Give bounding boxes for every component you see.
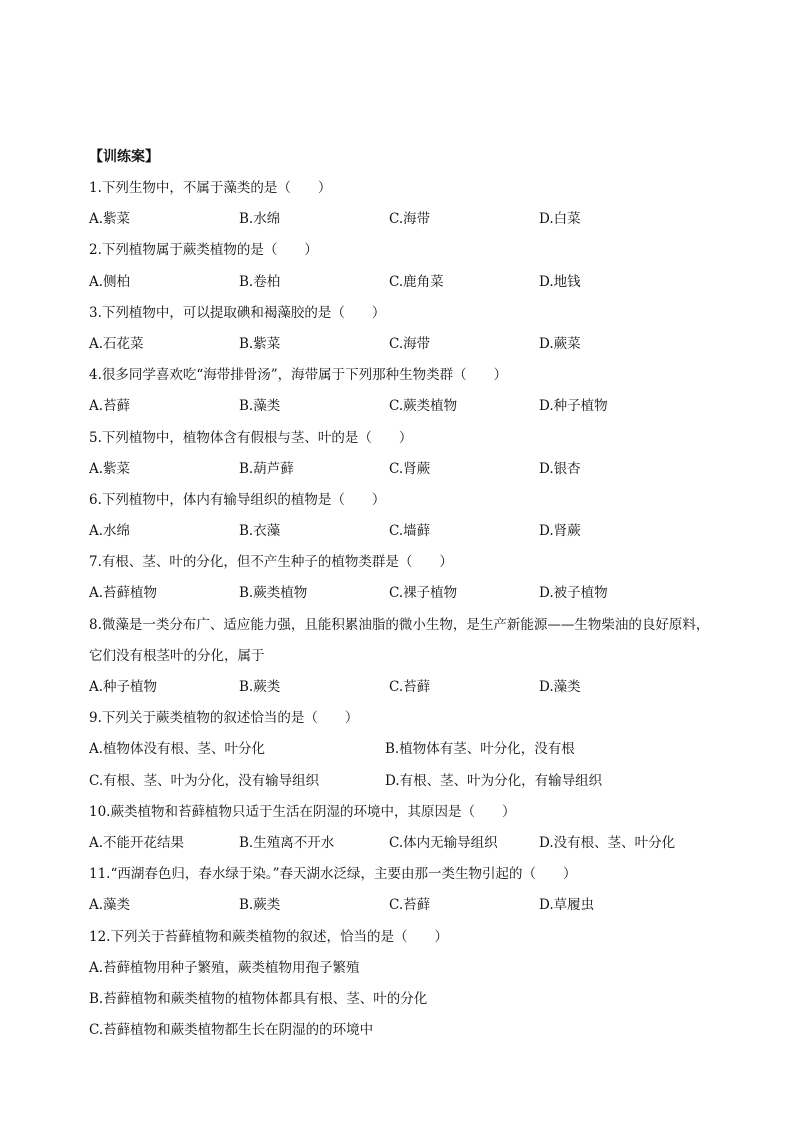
option-c: C.有根、茎、叶为分化，没有输导组织 bbox=[89, 772, 320, 789]
question-6-stem: 6.下列植物中，体内有输导组织的植物是（ ） bbox=[89, 491, 386, 508]
option-b: B.植物体有茎、叶分化，没有根 bbox=[385, 741, 575, 758]
option-d: D.有根、茎、叶为分化，有输导组织 bbox=[385, 772, 603, 789]
worksheet-page bbox=[89, 142, 719, 1046]
option-c: C.苔藓 bbox=[389, 679, 431, 696]
option-b: B.卷柏 bbox=[239, 273, 281, 290]
question-9-stem: 9.下列关于蕨类植物的叙述恰当的是（ ） bbox=[89, 710, 359, 727]
option-a: A.紫菜 bbox=[89, 460, 131, 477]
option-c: C.体内无输导组织 bbox=[389, 834, 498, 851]
question-1-options bbox=[89, 204, 719, 235]
option-d: D.肾蕨 bbox=[539, 523, 581, 540]
question-1-stem: 1.下列生物中，不属于藻类的是（ ） bbox=[89, 180, 332, 196]
option-a: A.不能开花结果 bbox=[89, 834, 185, 851]
option-c: C.鹿角菜 bbox=[389, 273, 444, 290]
option-a: A.苔藓 bbox=[89, 398, 131, 415]
option-c: C.肾蕨 bbox=[389, 460, 431, 477]
question-4-options bbox=[89, 391, 719, 422]
option-b: B.水绵 bbox=[239, 211, 281, 228]
option-d: D.草履虫 bbox=[539, 897, 595, 914]
option-a: A.植物体没有根、茎、叶分化 bbox=[89, 741, 266, 758]
question-7-stem: 7.有根、茎、叶的分化，但不产生种子的植物类群是（ ） bbox=[89, 554, 453, 571]
question-2-options bbox=[89, 267, 719, 298]
question-3-options bbox=[89, 329, 719, 360]
option-d: D.银杏 bbox=[539, 460, 581, 477]
question-8-options bbox=[89, 672, 719, 703]
option-b: B.苔藓植物和蕨类植物的植物体都具有根、茎、叶的分化 bbox=[89, 990, 428, 1007]
option-a: A.石花菜 bbox=[89, 335, 144, 352]
option-b: B.生殖离不开水 bbox=[239, 834, 335, 851]
option-b: B.紫菜 bbox=[239, 335, 281, 352]
option-c: C.海带 bbox=[389, 335, 431, 352]
option-b: B.衣藻 bbox=[239, 523, 281, 540]
question-9-options-row-1 bbox=[89, 734, 719, 765]
question-7-options bbox=[89, 578, 719, 609]
question-4-stem: 4.很多同学喜欢吃“海带排骨汤”，海带属于下列那种生物类群（ ） bbox=[89, 367, 508, 384]
option-b: B.蕨类 bbox=[239, 679, 281, 696]
question-5-options bbox=[89, 454, 719, 485]
option-c: C.裸子植物 bbox=[389, 585, 458, 602]
option-a: A.水绵 bbox=[89, 523, 131, 540]
question-10-stem: 10.蕨类植物和苔藓植物只适于生活在阴湿的环境中，其原因是（ ） bbox=[89, 803, 516, 820]
question-8-stem: 8.微藻是一类分布广、适应能力强，且能积累油脂的微小生物，是生产新能源——生物柴油的良好原料，它们没有根茎叶的分化，属于 bbox=[89, 616, 710, 664]
option-c: C.苔藓 bbox=[389, 897, 431, 914]
option-b: B.蕨类 bbox=[239, 897, 281, 914]
question-12-stem: 12.下列关于苔藓植物和蕨类植物的叙述，恰当的是（ ） bbox=[89, 928, 448, 945]
option-b: B.藻类 bbox=[239, 398, 281, 415]
option-b: B.葫芦藓 bbox=[239, 460, 294, 477]
option-d: D.白菜 bbox=[539, 211, 581, 228]
section-title: 【训练案】 bbox=[89, 149, 159, 165]
option-a: A.紫菜 bbox=[89, 211, 131, 228]
option-c: C.苔藓植物和蕨类植物都生长在阴湿的的环境中 bbox=[89, 1022, 374, 1039]
option-d: D.地钱 bbox=[539, 273, 581, 290]
question-11-options bbox=[89, 890, 719, 921]
question-10-options bbox=[89, 828, 719, 859]
question-3-stem: 3.下列植物中，可以提取碘和褐藻胶的是（ ） bbox=[89, 304, 386, 321]
option-c: C.蕨类植物 bbox=[389, 398, 458, 415]
question-11-stem: 11.“西湖春色归，春水绿于染。”春天湖水泛绿，主要由那一类生物引起的（ ） bbox=[89, 866, 577, 883]
option-d: D.蕨菜 bbox=[539, 335, 581, 352]
option-d: D.藻类 bbox=[539, 679, 581, 696]
option-c: C.海带 bbox=[389, 211, 431, 228]
question-2-stem: 2.下列植物属于蕨类植物的是（ ） bbox=[89, 242, 318, 259]
option-c: C.墙藓 bbox=[389, 523, 431, 540]
option-d: D.种子植物 bbox=[539, 398, 608, 415]
question-6-options bbox=[89, 516, 719, 547]
question-9-options-row-2 bbox=[89, 766, 719, 797]
option-a: A.苔藓植物用种子繁殖，蕨类植物用孢子繁殖 bbox=[89, 959, 360, 976]
option-a: A.侧柏 bbox=[89, 273, 131, 290]
option-b: B.蕨类植物 bbox=[239, 585, 308, 602]
option-a: A.藻类 bbox=[89, 897, 131, 914]
option-d: D.没有根、茎、叶分化 bbox=[539, 834, 676, 851]
option-d: D.被子植物 bbox=[539, 585, 608, 602]
option-a: A.种子植物 bbox=[89, 679, 158, 696]
question-5-stem: 5.下列植物中，植物体含有假根与茎、叶的是（ ） bbox=[89, 429, 413, 446]
option-a: A.苔藓植物 bbox=[89, 585, 158, 602]
